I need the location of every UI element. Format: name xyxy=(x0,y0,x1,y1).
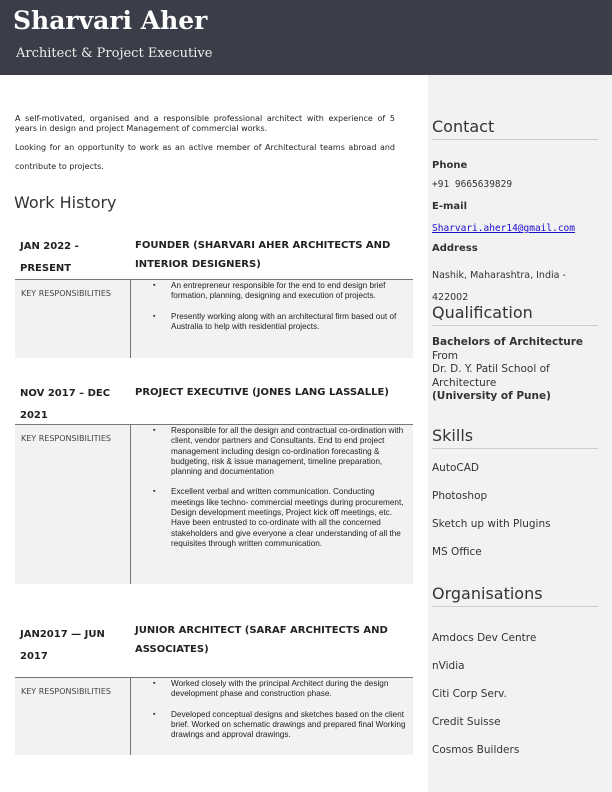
phone-value: +91 9665639829 xyxy=(432,179,513,190)
skill-item: Photoshop xyxy=(432,490,488,502)
bullet-item: ▪ Worked closely with the principal Architect during the design development phase and construction phase. xyxy=(171,679,407,700)
responsibilities-box xyxy=(15,424,413,584)
section-heading-work-history: Work History xyxy=(14,193,117,212)
summary-paragraph: A self-motivated, organised and a responsible professional architect with experience of 5 years in design and project Management of commercial works. xyxy=(15,114,395,133)
job-date: NOV 2017 – DEC 2021 xyxy=(20,388,111,421)
skill-item: AutoCAD xyxy=(432,462,479,474)
qualification-details xyxy=(432,336,602,404)
university: (University of Pune) xyxy=(432,390,551,402)
responsibilities-box xyxy=(15,677,413,755)
degree: Bachelors of Architecture xyxy=(432,336,584,348)
section-heading-organisations: Organisations xyxy=(432,584,598,607)
bullet-item: ▪ An entrepreneur responsible for the end to end design brief formation, planning, designing and execution of projects. xyxy=(171,281,407,302)
organisations-list xyxy=(432,632,536,772)
skill-item: Sketch up with Plugins xyxy=(432,518,551,530)
bullet-item: ▪ Presently working along with an architectural firm based out of Australia to help with residential projects. xyxy=(171,312,407,333)
responsibilities-label: KEY RESPONSIBILITIES xyxy=(21,434,112,443)
summary-paragraph: Looking for an opportunity to work as an active member of Architectural teams abroad and contribute to projects. xyxy=(15,143,395,171)
organisation-item: Amdocs Dev Centre xyxy=(432,632,537,644)
bullet-item: ▪ Excellent verbal and written communication. Conducting meetings like techno- commercial meetings during procurement, Design development meetings, Project kick off meetings, etc. Have been entrusted to co-ordinate with all the concerned stakeholders and give everyone a clear understanding of all the requisites through written communication. xyxy=(171,487,407,549)
responsibilities-box xyxy=(15,279,413,358)
job-title: FOUNDER (SHARVARI AHER ARCHITECTS AND INTERIOR DESIGNERS) xyxy=(135,240,391,270)
phone-label: Phone xyxy=(432,160,468,171)
from-text: From xyxy=(432,349,459,362)
email-link[interactable]: Sharvari.aher14@gmail.com xyxy=(432,223,575,234)
organisation-item: Cosmos Builders xyxy=(432,744,520,756)
job-title: JUNIOR ARCHITECT (SARAF ARCHITECTS AND ASSOCIATES) xyxy=(135,625,388,655)
bullet-item: ▪ Developed conceptual designs and sketches based on the client brief. Worked on schematic drawings and prepared final Working drawings and approval drawings. xyxy=(171,710,407,741)
address-value: Nashik, Maharashtra, India - 422002 xyxy=(432,270,566,303)
school: Dr. D. Y. Patil School of Architecture xyxy=(432,363,550,389)
header xyxy=(0,0,612,75)
skills-list xyxy=(432,462,551,574)
bullet-item: ▪ Responsible for all the design and contractual co-ordination with client, vendor partners and Consultants. End to end project management including design co-ordination forecasting & budgeting, risk & issue management, timeline preparation, planning and documentation xyxy=(171,426,407,477)
section-heading-contact: Contact xyxy=(432,117,598,140)
responsibilities-label: KEY RESPONSIBILITIES xyxy=(21,687,112,696)
job-title: PROJECT EXECUTIVE (JONES LANG LASSALLE) xyxy=(135,387,389,398)
organisation-item: Credit Suisse xyxy=(432,716,501,728)
candidate-name: Sharvari Aher xyxy=(13,6,208,35)
job-date: JAN2017 — JUN 2017 xyxy=(20,629,105,662)
section-heading-skills: Skills xyxy=(432,426,598,449)
skill-item: MS Office xyxy=(432,546,482,558)
organisation-item: Citi Corp Serv. xyxy=(432,688,507,700)
summary xyxy=(15,114,395,184)
email-label: E-mail xyxy=(432,201,468,212)
job-date: JAN 2022 - PRESENT xyxy=(20,241,79,274)
address-label: Address xyxy=(432,243,478,254)
responsibilities-label: KEY RESPONSIBILITIES xyxy=(21,289,112,298)
candidate-role: Architect & Project Executive xyxy=(16,46,213,61)
section-heading-qualification: Qualification xyxy=(432,303,598,326)
organisation-item: nVidia xyxy=(432,660,465,672)
